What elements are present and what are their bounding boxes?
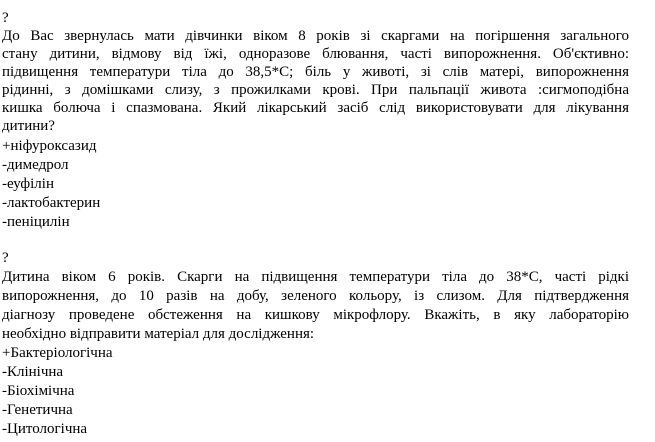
answer-option: -Біохімічна xyxy=(2,383,75,399)
answer-option: -Клінічна xyxy=(2,364,64,380)
question-stem-line: необхідно відправити матеріал для дослідження: xyxy=(2,326,315,342)
question-stem-line: стану дитини, відмову від їжі, одноразове блювання, часті випорожнення. Об'єктивно: xyxy=(2,46,629,62)
answer-option: -пеніцилін xyxy=(2,214,70,230)
answer-option: -еуфілін xyxy=(2,176,54,192)
question-stem-line: Дитина віком 6 років. Скарги на підвищення температури тіла до 38*С, часті рідкі xyxy=(2,269,629,285)
question-stem-line: випорожнення, до 10 разів на добу, зеленого кольору, із слизом. Для підтвердження xyxy=(2,288,629,304)
answer-option-correct: +ніфуроксазид xyxy=(2,138,97,154)
answer-option: -лактобактерин xyxy=(2,195,101,211)
answer-option: -Генетична xyxy=(2,402,73,418)
question-stem-line: кишка болюча і спазмована. Який лікарський засіб слід використовувати для лікування xyxy=(2,100,629,116)
question-marker: ? xyxy=(2,10,9,26)
question-stem-line: діагнозу проведене обстеження на кишкову мікрофлору. Вкажіть, в яку лабораторію xyxy=(2,307,629,323)
question-stem-line: До Вас звернулась мати дівчинки віком 8 років зі скаргами на погіршення загального xyxy=(2,28,629,44)
question-marker: ? xyxy=(2,250,9,266)
answer-option: -Цитологічна xyxy=(2,421,88,437)
answer-option-correct: +Бактеріологічна xyxy=(2,345,113,361)
question-stem-line: підвищення температури тіла до 38,5*С; біль у животі, зі слів матері, випорожнення xyxy=(2,64,629,80)
answer-option: -димедрол xyxy=(2,157,69,173)
question-stem-line: рідинні, з домішками слизу, з прожилками крові. При пальпації живота :сигмоподібна xyxy=(2,82,629,98)
question-stem-line: дитини? xyxy=(2,118,55,134)
